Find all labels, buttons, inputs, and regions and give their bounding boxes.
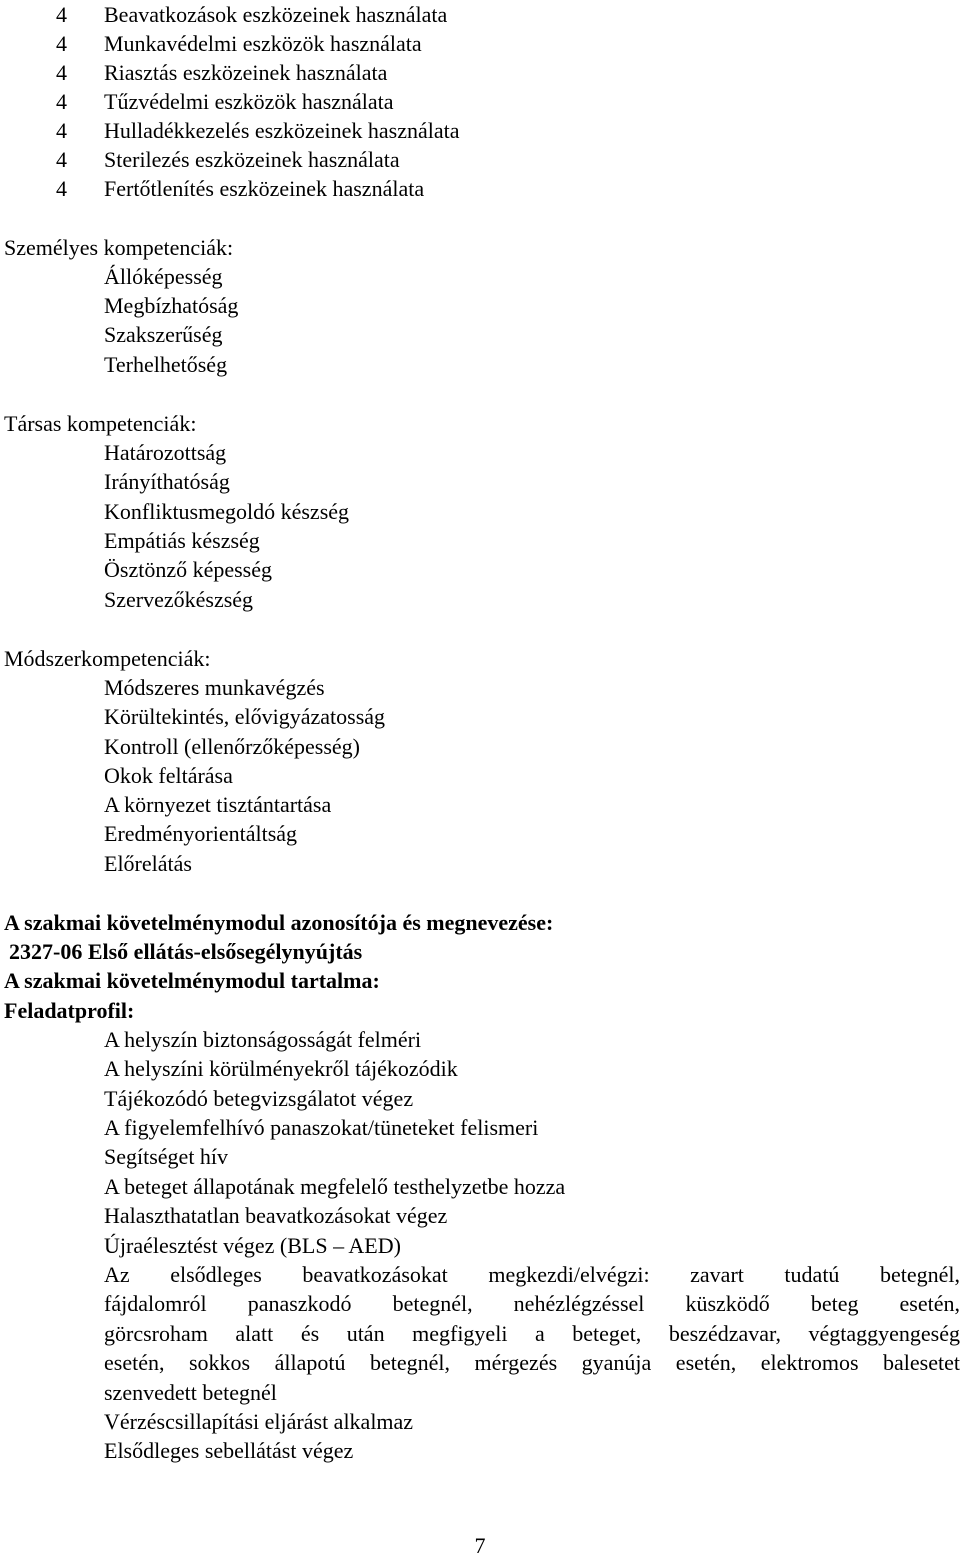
tool-level: 4 [56,60,67,85]
tool-level: 4 [56,147,67,172]
module-id-value-text: 2327-06 Első ellátás-elsősegélynyújtás [9,939,363,964]
paragraph-line: Az elsődleges beavatkozásokat megkezdi/elvégzi: zavart tudatú betegnél, [104,1262,960,1287]
tool-label: Hulladékkezelés eszközeinek használata [104,118,460,143]
tool-label: Sterilezés eszközeinek használata [104,147,400,172]
tool-label: Tűzvédelmi eszközök használata [104,89,394,114]
paragraph-line: esetén, sokkos állapotú betegnél, mérgezés gyanúja esetén, elektromos balesetet [104,1350,960,1375]
task-label: Segítséget hív [104,1144,229,1169]
task-label: A helyszín biztonságosságát felméri [104,1027,422,1052]
tool-level: 4 [56,89,67,114]
tool-label: Beavatkozások eszközeinek használata [104,2,448,27]
competence-label: Állóképesség [104,264,223,289]
tool-label: Fertőtlenítés eszközeinek használata [104,176,425,201]
task-label: Újraélesztést végez (BLS – AED) [104,1233,401,1258]
task-label: Elsődleges sebellátást végez [104,1438,354,1463]
tool-label: Munkavédelmi eszközök használata [104,31,422,56]
task-profile-heading-text: Feladatprofil: [4,998,135,1023]
section-heading: Személyes kompetenciák: [4,235,234,260]
competence-label: Előrelátás [104,851,192,876]
module-content-heading-text: A szakmai követelménymodul tartalma: [4,968,380,993]
page-number: 7 [474,1533,486,1558]
tool-label: Riasztás eszközeinek használata [104,60,388,85]
tool-level: 4 [56,118,67,143]
competence-label: Szakszerűség [104,322,223,347]
competence-label: Terhelhetőség [104,352,228,377]
task-label: Tájékozódó betegvizsgálatot végez [104,1086,414,1111]
competence-label: Határozottság [104,440,227,465]
module-id-heading-text: A szakmai követelménymodul azonosítója és megnevezése: [4,910,554,935]
tool-level: 4 [56,31,67,56]
competence-label: Ösztönző képesség [104,557,273,582]
competence-label: Irányíthatóság [104,469,230,494]
competence-label: Módszeres munkavégzés [104,675,325,700]
tool-level: 4 [56,2,67,27]
competence-label: Konfliktusmegoldó készség [104,499,350,524]
task-label: A beteget állapotának megfelelő testhelyzetbe hozza [104,1174,566,1199]
competence-label: Empátiás készség [104,528,260,553]
task-label: A helyszíni körülményekről tájékozódik [104,1056,458,1081]
competence-label: A környezet tisztántartása [104,792,332,817]
competence-label: Kontroll (ellenőrzőképesség) [104,734,360,759]
competence-label: Szervezőkészség [104,587,254,612]
task-label: A figyelemfelhívó panaszokat/tüneteket felismeri [104,1115,539,1140]
competence-label: Körültekintés, elővigyázatosság [104,704,386,729]
paragraph-line: görcsroham alatt és után megfigyeli a beteget, beszédzavar, végtaggyengeség [104,1321,960,1346]
task-label: Halaszthatatlan beavatkozásokat végez [104,1203,448,1228]
task-label: Vérzéscsillapítási eljárást alkalmaz [104,1409,414,1434]
competence-label: Eredményorientáltság [104,821,298,846]
tool-level: 4 [56,176,67,201]
paragraph-line: fájdalomról panaszkodó betegnél, nehézlégzéssel küszködő beteg esetén, [104,1291,960,1316]
section-heading: Módszerkompetenciák: [4,646,211,671]
paragraph-last-text: szenvedett betegnél [104,1380,277,1405]
competence-label: Megbízhatóság [104,293,239,318]
competence-label: Okok feltárása [104,763,233,788]
section-heading: Társas kompetenciák: [4,411,197,436]
